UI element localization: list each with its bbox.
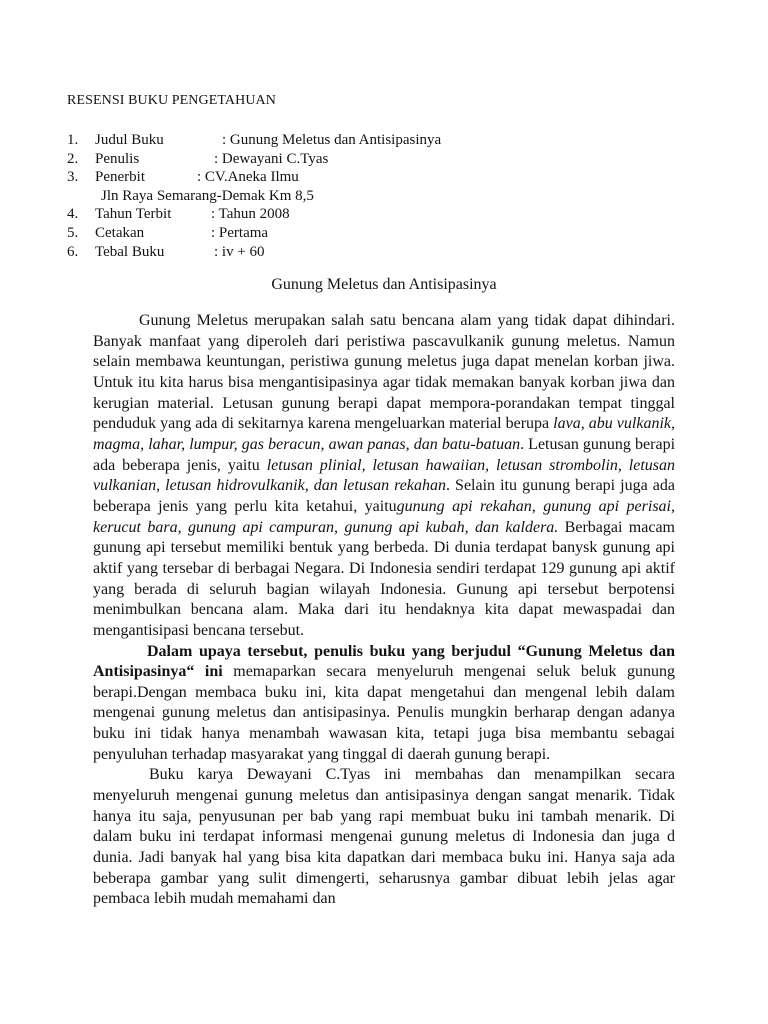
info-label: Cetakan (95, 224, 145, 241)
paragraph-2-text: memaparkan secara menyeluruh mengenai seluk beluk gunung berapi.Dengan membaca buku ini, kita dapat mengetahui dan mengenal lebih dalam mengenai gunung meletus dan antisipasinya. Penulis mungkin berharap dengan adanya buku ini tidak hanya menambah wawasan kita, tetapi juga bisa membantu sebagai penyuluhan terhadap masyarakat yang tinggal di daerah gunung berapi. (93, 663, 675, 763)
paragraph-1-text-d: Berbagai macam gunung api tersebut memiliki bentuk yang berbeda. Di dunia terdapat banysk gunung api aktif yang tersebar di berbagai Negara. Di Indonesia sendiri terdapat 129 gunung api aktif yang berada di seluruh bagian wilayah Indonesia. Gunung api tersebut berpotensi menimbulkan bencana alam. Maka dari itu hendaknya kita dapat mewaspadai dan mengantisipasi bencana tersebut. (93, 518, 676, 639)
info-value: : Gunung Meletus dan Antisipasinya (222, 132, 442, 148)
paragraph-2-bold-lead: Dalam upaya tersebut, penulis buku yang berjudul “Gunung Meletus dan Antisipasinya“ ini (93, 642, 675, 681)
info-label: Tahun Terbit (95, 206, 172, 223)
paragraph-1-text-c: . Selain itu gunung berapi juga ada beberapa jenis yang perlu kita ketahui, yaitu (93, 477, 676, 515)
info-number: 4. (67, 206, 79, 223)
info-label: Tebal Buku (95, 243, 165, 260)
info-value: : Pertama (211, 224, 269, 241)
publisher-address: Jln Raya Semarang-Demak Km 8,5 (101, 187, 314, 204)
info-value: : Dewayani C.Tyas (214, 150, 329, 167)
info-number: 3. (67, 169, 79, 186)
info-value: : Tahun 2008 (211, 206, 290, 223)
paragraph-3: Buku karya Dewayani C.Tyas ini membahas dan menampilkan secara menyeluruh mengenai gunung meletus dan antisipasinya dengan sangat menarik. Tidak hanya itu saja, penyusunan per bab yang rapi membuat buku ini tambah menarik. Di dalam buku ini terdapat informasi mengenai gunung meletus di Indonesia dan juga d dunia. Jadi banyak hal yang bisa kita dapatkan dari membaca buku ini. Hanya saja ada beberapa gambar yang sulit dimengerti, seharusnya gambar dibuat lebih jelas agar pembaca lebih mudah memahami dan (93, 766, 675, 908)
review-body (93, 311, 675, 910)
info-value: : CV.Aneka Ilmu (197, 169, 299, 186)
info-label: Penulis (95, 150, 140, 167)
info-number: 2. (67, 150, 79, 167)
paragraph-1 (93, 311, 675, 642)
paragraph-1-italic-eruption-types: letusan plinial, letusan hawaiian, letusan strombolin, letusan vulkanian, letusan hidrovulkanik, dan letusan rekahan (93, 456, 675, 495)
paragraph-1-italic-materials: lava, abu vulkanik, magma, lahar, lumpur, gas beracun, awan panas, dan batu-batuan (93, 415, 675, 453)
info-number: 5. (67, 224, 79, 241)
info-number: 1. (67, 132, 79, 148)
info-label: Judul Buku (95, 132, 164, 148)
review-heading: RESENSI BUKU PENGETAHUAN (67, 93, 276, 108)
paragraph-1-italic-volcano-types: gunung api rekahan, gunung api perisai, kerucut bara, gunung api campuran, gunung api kubah, dan kaldera. (93, 497, 675, 536)
info-value: : iv + 60 (214, 243, 265, 260)
paragraph-2 (93, 642, 675, 766)
document-title: Gunung Meletus dan Antisipasinya (271, 276, 497, 293)
info-number: 6. (67, 243, 79, 260)
paragraph-1-text-a: Gunung Meletus merupakan salah satu bencana alam yang tidak dapat dihindari. Banyak manfaat yang diperoleh dari peristiwa pascavulkanik gunung meletus. Namun selain membawa keuntungan, peristiwa gunung meletus juga dapat menelan korban jiwa. Untuk itu kita harus bisa mengantisipasinya agar tidak memakan banyak korban jiwa dan kerugian material. Letusan gunung berapi dapat mempora-porandakan tempat tinggal penduduk yang ada di sekitarnya karena mengeluarkan material berupa (93, 312, 675, 433)
paragraph-1-text-b: . Letusan gunung berapi ada beberapa jenis, yaitu (93, 435, 676, 474)
info-label: Penerbit (95, 169, 145, 186)
